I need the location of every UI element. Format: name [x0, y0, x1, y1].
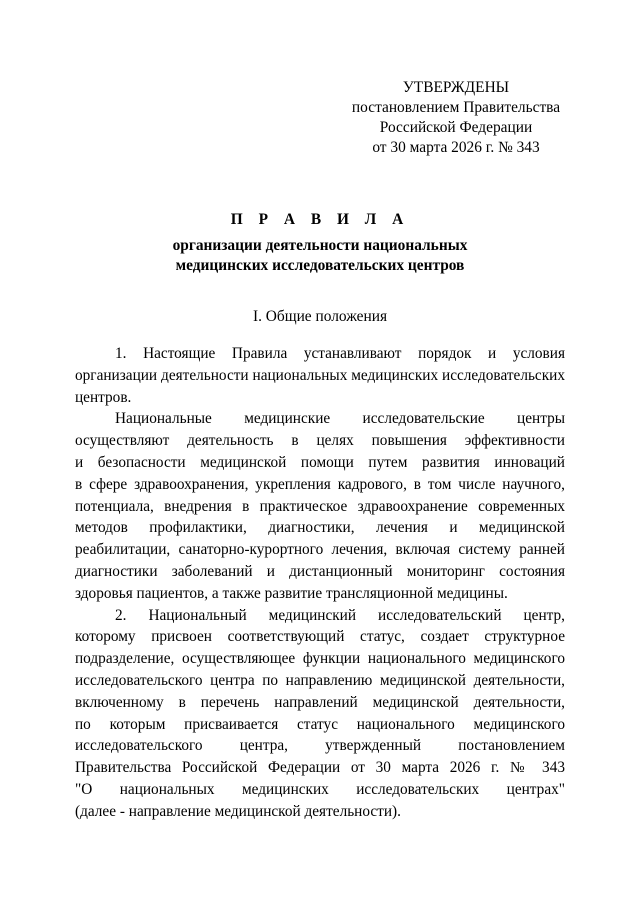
text-line: диагностики заболеваний и дистанционный мониторинг состояния — [75, 562, 565, 580]
text-line: Правительства Российской Федерации от 30 марта 2026 г. № 343 — [75, 759, 565, 777]
text-line: исследовательского центра по направлению медицинской деятельности, — [75, 671, 565, 689]
text-line: исследовательского центра, утвержденный постановлением — [75, 737, 565, 755]
text-line: реабилитации, санаторно-курортного лечения, включая систему ранней — [75, 541, 565, 559]
document-subtitle — [70, 236, 570, 276]
text-line: 2. Национальный медицинский исследовательский центр, — [115, 606, 565, 624]
text-line: по которым присваивается статус национального медицинского — [75, 715, 565, 733]
subtitle-line: медицинских исследовательских центров — [175, 257, 465, 274]
approval-heading: УТВЕРЖДЕНЫ — [402, 79, 510, 96]
text-line: центров. — [75, 388, 132, 406]
document-body — [75, 343, 565, 823]
text-line: Национальные медицинские исследовательские центры — [115, 410, 565, 428]
text-line: "О национальных медицинских исследовательских центрах" — [75, 780, 565, 798]
section-heading: I. Общие положения — [252, 308, 388, 325]
text-line: и безопасности медицинской помощи путем развития инноваций — [75, 453, 565, 471]
text-line: включенному в перечень направлений медицинской деятельности, — [75, 693, 565, 711]
text-line: подразделение, осуществляющее функции национального медицинского — [75, 650, 565, 668]
text-line: здоровья пациентов, а также развитие трансляционной медицины. — [75, 584, 508, 602]
text-line: в сфере здравоохранения, укрепления кадрового, в том числе научного, — [75, 475, 565, 493]
text-line: которому присвоен соответствующий статус, создает структурное — [75, 628, 565, 646]
document-title: П Р А В И Л А — [230, 211, 410, 228]
text-line: организации деятельности национальных медицинских исследовательских — [75, 366, 565, 384]
approval-line: постановлением Правительства — [351, 99, 561, 116]
approval-line: Российской Федерации — [379, 119, 533, 136]
approval-date: от 30 марта 2026 г. № 343 — [372, 139, 540, 156]
text-line: 1. Настоящие Правила устанавливают порядок и условия — [115, 345, 565, 362]
subtitle-line: организации деятельности национальных — [172, 237, 468, 254]
text-line: осуществляют деятельность в целях повышения эффективности — [75, 432, 565, 450]
text-line: (далее - направление медицинской деятельности). — [75, 802, 401, 820]
text-line: потенциала, внедрения в практическое здравоохранение современных — [75, 497, 565, 515]
approval-block — [330, 78, 582, 158]
text-line: методов профилактики, диагностики, лечения и медицинской — [75, 519, 565, 537]
